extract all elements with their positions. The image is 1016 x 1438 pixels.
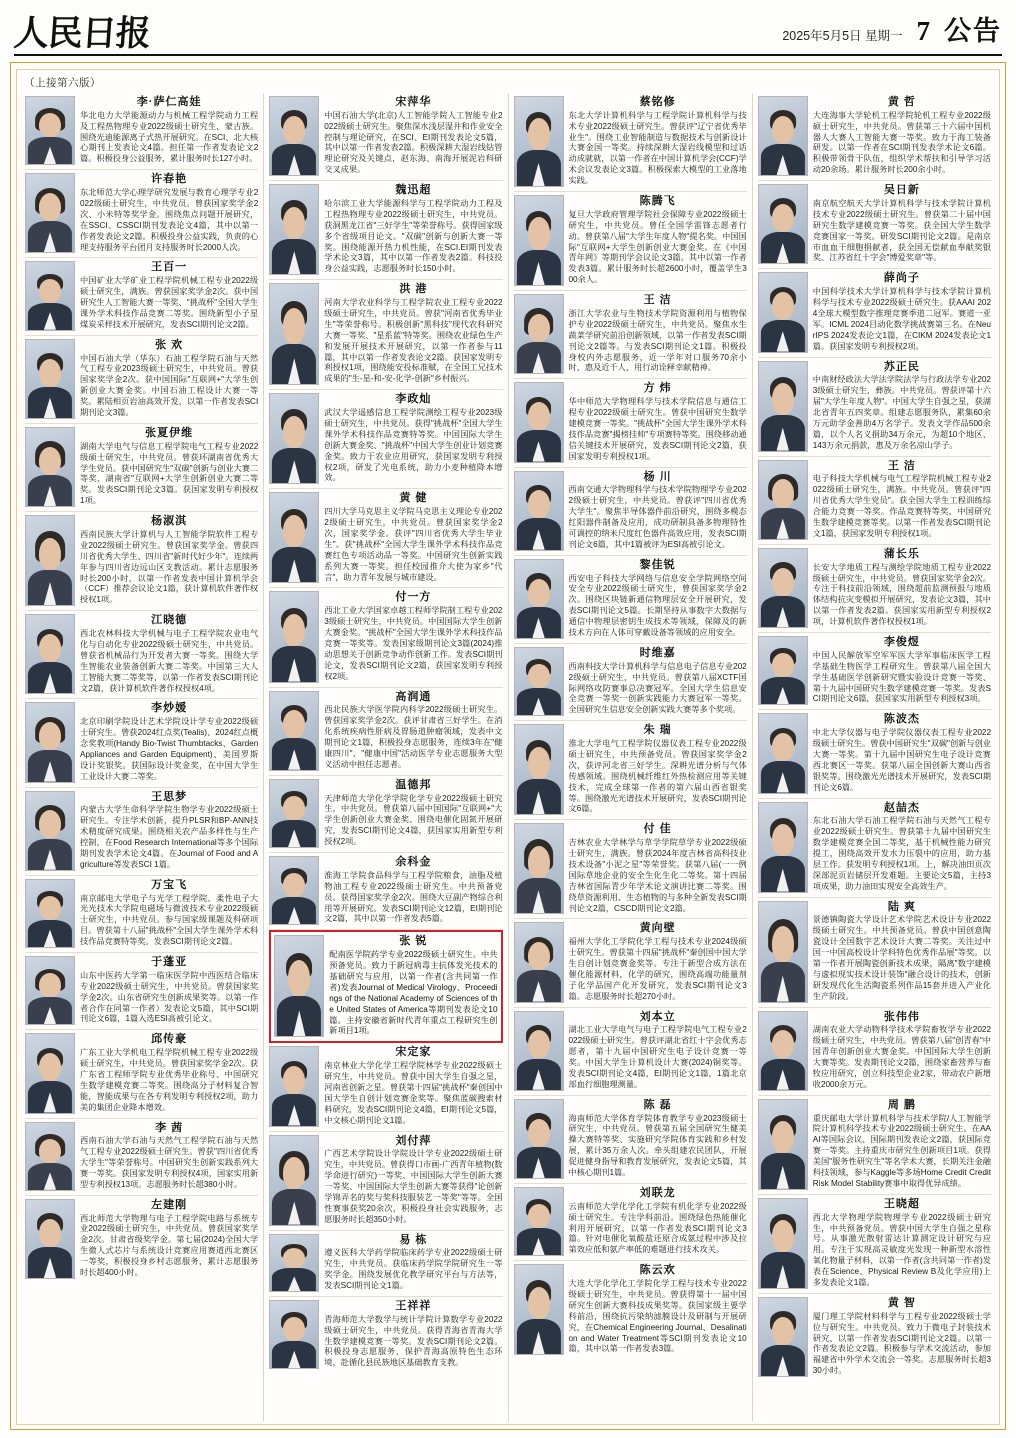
person-name: 黄向壁	[639, 922, 676, 935]
masthead-right	[782, 15, 1002, 46]
entry-text	[813, 361, 991, 452]
award-entry	[25, 1030, 258, 1118]
entry-text	[80, 879, 258, 948]
person-name: 薛尚子	[883, 272, 920, 285]
award-entry	[269, 853, 502, 930]
award-entry	[514, 468, 747, 556]
entry-text	[813, 460, 991, 540]
entry-text	[324, 393, 502, 484]
person-name: 刘联龙	[639, 1186, 676, 1199]
award-entry	[25, 699, 258, 787]
column	[264, 93, 508, 1421]
person-name: 时维嘉	[639, 646, 676, 659]
award-entry	[25, 170, 258, 258]
entry-text	[569, 1099, 747, 1179]
entry-text	[329, 935, 497, 1037]
person-bio: 遵义医科大学药学院临床药学专业2022级硕士研究生，中共党员。获临床药学院学院研究生一等奖学金。围绕发展优化教学研究平台与方法等，发表SCI期刊论文1篇。	[324, 1248, 503, 1291]
column	[509, 93, 753, 1421]
entry-text	[569, 823, 747, 914]
person-bio: 中南财经政法大学法学院法学与行政法学专业2023级硕士研究生，彝族。中共党员。曾获评第十六届"大学生年度人物"。中国大学生自强之星，获湖北省青年五四奖章。组建志愿服务队，累集60余万元助学金善助4万名学子。发表文学作品500余篇，以个人名义捐助34万余元，为超10个地区、143万余元捐款，惠及万余名凉山学子。	[812, 375, 991, 450]
entry-text	[813, 802, 991, 893]
award-entry	[25, 1196, 258, 1283]
entry-text	[569, 294, 747, 374]
award-entry	[25, 424, 258, 512]
person-name: 黄 健	[399, 492, 428, 505]
person-bio: 华中师范大学物理科学与技术学院信息与通信工程专业2022级硕士研究生。曾获中国研究生数学建模竞赛一等奖。"挑战杯"全国大学生课外学术科技作品竞赛"揭榜挂帅"专项赛特等奖。围绕移动通信关键技术开展研究，发表SCI期刊论文2篇，获国家发明专利授权1项。	[568, 397, 747, 461]
portrait-photo	[758, 901, 808, 1003]
award-entry	[25, 953, 258, 1030]
portrait-photo	[269, 1234, 319, 1292]
person-bio: 中国科学技术大学计算机科学与技术学院计算机科学与技术专业2022级硕士研究生。获AAAI 2024全球大模型数字推理竞赛季道二冠军。赛道一亚军。ICML 2024目动化数学挑战赛第三名。在NeurIPS 2024发表论文1篇，在CIKM 2024发表论文1篇。获国家发明专利授权2项。	[812, 287, 991, 351]
award-entry	[25, 93, 258, 170]
entry-text	[80, 339, 258, 419]
entry-text	[324, 1046, 502, 1126]
award-entry	[269, 688, 502, 776]
entry-text	[813, 1198, 991, 1289]
person-name: 蒲长乐	[883, 547, 920, 560]
entry-text	[80, 1122, 258, 1191]
person-name: 陈 磊	[643, 1098, 672, 1111]
person-bio: 中国矿业大学矿业工程学院机械工程专业2022级硕士研究生，满族。曾获国家奖学金2次。获中国研究生人工智能大赛一等奖、"挑战杯"全国大学生课外学术科技作品竞赛二等奖。围绕新型小子星煤炭采样技术开展研究，发表SCI期刊论文2篇。	[80, 276, 259, 329]
award-entry	[25, 512, 258, 611]
person-bio: 内蒙古大学生命科学学院生物学专业2022级硕士研究生。专注学术创新，提升PLSR和BP-ANN技术精度研究成果。围绕相关农产品多样性与生产控制，在Food Research International等多个国际期刊发表学术论文4篇。在Journal of Food and Agriculture等发表SCI 1篇。	[80, 805, 259, 869]
award-entry	[514, 556, 747, 644]
person-name: 万宝飞	[151, 878, 188, 891]
entry-text	[324, 591, 502, 682]
award-entry	[514, 919, 747, 1007]
portrait-photo	[758, 548, 808, 628]
portrait-photo	[514, 724, 564, 815]
portrait-photo	[25, 1033, 75, 1113]
entry-text	[813, 901, 991, 1003]
person-name: 陈云欢	[639, 1264, 676, 1277]
person-name: 付 佳	[643, 823, 672, 836]
entry-text	[324, 283, 502, 385]
person-name: 王晓超	[883, 1197, 920, 1210]
person-name: 魏迅超	[395, 184, 432, 197]
award-entry	[758, 181, 991, 269]
person-name: 宋定家	[395, 1046, 432, 1059]
entry-text	[813, 1297, 991, 1377]
award-entry	[514, 379, 747, 467]
person-bio: 配南医学院药学专业2022级硕士研究生。中共预备党员。致力于新冠病毒主抗体发光技术的基础研究与应用，以第一作者(含共同第一作者)发表Journal of Medical Virology、Proceedings of the National Academy of Sciences of the United States of America等期刊发表论文10篇。主持安徽省新时代青年重点工程研究生创新项目1项。	[329, 950, 498, 1036]
person-bio: 西北农林科技大学机械与电子工程学院农业电气化与自动化专业2022级硕士研究生，中共党员。曾获省机械品行为开发者大赛一等奖。围绕大学生智能农业装备创新大赛二等奖。中国第三大人工智能大赛二等奖等，以第一作者发表SCI期刊论文2篇，获计算机软件著作权授权4项。	[80, 628, 259, 693]
portrait-photo	[25, 1122, 75, 1191]
columns-container	[20, 93, 996, 1421]
newspaper-logo: 人民日报	[12, 14, 152, 53]
award-entry	[269, 1043, 502, 1131]
person-bio: 山东中医药大学第一临床医学院中西医结合临床专业2022级硕士研究生，中共党员。曾获国家奖学金2次。山东省研究生创新成果奖等。以第一作者合作在同第一作者）发表论文5篇，其中SCI期刊论文6篇，1篇入选ESI高被引论文。	[80, 970, 259, 1024]
person-name: 付一方	[395, 591, 432, 604]
person-name: 邱传豪	[151, 1033, 188, 1046]
entry-text	[80, 791, 258, 871]
person-name: 苏正民	[883, 360, 920, 373]
portrait-photo	[25, 96, 75, 165]
person-bio: 南京邮电大学电子与光学工程学院、柔性电子大光光技术大学院电磁场与微波技术专业2022级硕士研究生，中共党员。参与国家级课题及科研项目。曾获第十八届"挑战杯"全国大学生课外学术科技作品竞赛特等奖。发表SCI期刊论文2篇。	[80, 893, 259, 947]
entry-text	[813, 713, 991, 793]
portrait-photo	[758, 272, 808, 352]
portrait-photo	[25, 879, 75, 948]
portrait-photo	[514, 195, 564, 286]
person-name: 温德邦	[395, 778, 432, 791]
person-bio: 西南交通大学物理科学与技术学院物理学专业2022级硕士研究生，中共党员。曾获评"四川省优秀大学生"。聚焦半导体器件前沿研究，围绕多模态红阳器件制备及应用，成功研制具备多物理特性可调控的纳米尺度红色器件高效应用，发表SCI期刊论文6篇，其中1篇被评为ESI高被引论文。	[568, 485, 747, 549]
person-bio: 西南民族大学计算机与人工智能学院软件工程专业2022级硕士研究生。曾获国家奖学金。曾获四川省优秀大学生、四川省"新时代好少年"。连续两年参与四川省边远山区支教活动。累计志愿服务时长200小时，以第一作者发表中国计算机学会（CCF）推荐会议论文1篇，获计算机软件著作权授权1项。	[80, 529, 259, 605]
person-bio: 天津师范大学化学学院化学专业2022级硕士研究生，中共党员。曾获第八届中国国际"互联网+"大学生创新创业大赛金奖、围绕电催化固氮开展研究，发表SCI期刊论文4篇，获国家实用新型专利授权2项。	[324, 793, 503, 847]
entry-text	[324, 1300, 502, 1369]
award-entry	[758, 269, 991, 357]
award-entry	[514, 1008, 747, 1096]
masthead-divider	[14, 54, 1002, 56]
entry-text	[324, 492, 502, 583]
person-bio: 大连海事大学轮机工程学院轮机工程专业2022级硕士研究生，中共党员。曾获第三十六届中国机器人大赛人工智能大赛一等奖。致力于海工装备研发。以第一作者在SCI期刊发表学术论文6篇。积极带领骨干队伍，组织学术帮扶和引导学习活动20余场。累计服务时长200余小时。	[812, 110, 991, 175]
person-bio: 西北工业大学国家卓越工程师学院制工程专业2023级硕士研究生，中共党员。中国国际大学生创新大赛金奖。"挑战杯"全国大学生课外学术科技作品竞赛一等奖等。发表国家级期刊论文3篇(2024)推动思想关于创新竞争动作创新工作。发表SCI期刊论文，发表SCI期刊论文2篇，获国家发明专利授权2项。	[324, 606, 503, 681]
portrait-photo	[25, 515, 75, 606]
entry-text	[324, 1135, 502, 1226]
entry-text	[569, 647, 747, 716]
award-entry	[514, 820, 747, 919]
entry-text	[80, 702, 258, 782]
person-bio: 中国石油大学（华东）石油工程学院石油与天然气工程专业2023级硕士研究生，中共党员。曾获国家奖学金2次。获中国国际"互联网+"大学生创新创业大赛金奖。中国石油工程设计大赛一等奖。累陆相页岩油高效开发，以第一作者发表SCI期刊论文3篇。	[80, 353, 259, 418]
person-bio: 湖南大学电气与信息工程学院电气工程专业2022级硕士研究生，中共党员。曾获环湖南省优秀大学生党员。获中国研究生"双碳"创新与创业大赛二等奖、湖南省"互联网+大学生创新创业大赛二等奖。发表SCI期刊论文3篇。获国家发明专利授权1项。	[80, 441, 259, 506]
portrait-photo	[758, 460, 808, 540]
person-name: 许春艳	[151, 173, 188, 186]
award-entry	[25, 788, 258, 876]
award-entry	[514, 1096, 747, 1184]
award-entry	[269, 1231, 502, 1297]
person-name: 刘付萍	[395, 1134, 432, 1147]
portrait-photo	[758, 713, 808, 793]
portrait-photo	[25, 173, 75, 253]
entry-text	[324, 96, 502, 176]
entry-text	[80, 261, 258, 330]
person-bio: 厦门理工学院材料科学与工程专业2022级硕士学位与研究生。中共党员。致力于微电子封装技术研究，以第一作者发表SCI期刊论文2篇。以第一作者发表论文2篇。积极参与学术交流活动，参加福建省中外学术交流会一等奖。志愿服务时长超330小时。	[812, 1311, 991, 1376]
award-entry	[269, 390, 502, 489]
person-name: 蔡铭修	[639, 96, 676, 108]
person-name: 黄 智	[887, 1296, 916, 1309]
award-entry	[758, 799, 991, 898]
person-bio: 西安电子科技大学网络与信息安全学院网络空间安全专业2022级硕士研究生，曾获国家奖学金2次。围绕区块链新通信物理层安全开展研究，发表SCI期刊论文5篇。长期坚持从事数字大数据与通信中物理层密钥生成技术等领域，保障及的新技术方向在人体可穿戴设备等领域的应用安全。	[568, 573, 747, 638]
award-entry	[269, 776, 502, 853]
award-entry	[269, 181, 502, 280]
portrait-photo	[269, 492, 319, 583]
entry-text	[80, 173, 258, 253]
portrait-photo	[758, 1198, 808, 1289]
person-name: 张夏伊维	[145, 426, 194, 439]
award-entry	[758, 358, 991, 457]
entry-text	[80, 427, 258, 507]
person-name: 江晓德	[151, 614, 188, 627]
portrait-photo	[758, 636, 808, 705]
person-bio: 西南石油大学石油与天然气工程学院石油与天然气工程专业2022级硕士研究生。曾获"四川省优秀大学生"等荣誉称号。中国研究生创新实践系列大赛一等奖。获国家发明专利授权4项，国家实用新型专利授权13项。志愿服务时长超380小时。	[80, 1136, 259, 1189]
portrait-photo	[514, 1264, 564, 1355]
person-bio: 华北电力大学能源动力与机械工程学院动力工程及工程热物理专业2022级硕士研究生，蒙古族。围绕光迪能源离子式热开展研究。在SCI、北大核心期刊上发表论文4篇。担任第一作者发表论文2篇。积极投身公益服务，累计服务时长127小时。	[80, 110, 259, 164]
person-bio: 西北师范大学物理与电子工程学院电路与系统专业2022级硕士研究生，中共党员。曾获国家奖学金2次。甘肃省级奖学金。第七届(2024)全国大学生微人式芯片与系统设计竞赛应用赛道西北赛区一等奖，积极投身乡村志愿服务，累计志愿服务时长超400小时。	[80, 1213, 259, 1278]
person-name: 陈腾飞	[639, 195, 676, 208]
portrait-photo	[514, 1099, 564, 1179]
person-name: 李·萨仁高娃	[136, 96, 202, 108]
award-entry	[758, 93, 991, 181]
entry-text	[813, 184, 991, 264]
portrait-photo	[269, 591, 319, 682]
portrait-photo	[758, 1297, 808, 1377]
award-entry	[25, 611, 258, 699]
person-name: 左建刚	[151, 1198, 188, 1211]
award-entry	[758, 545, 991, 633]
masthead	[0, 0, 1016, 58]
award-entry	[25, 258, 258, 335]
portrait-photo	[269, 1135, 319, 1226]
portrait-photo	[269, 1046, 319, 1126]
person-bio: 吉林农业大学林学与草学学院草学专业2022级硕士研究生，满族。曾获2024年度吉林省高科技业技术设备"小泥之星"等荣誉奖。获第八届(一一例国际草地企业的安全生化生化二等奖。第十四届吉林省国际青少年学术论文演讲比赛二等奖。围绕草资源利用、生态植物的与多种全新发表SCI期刊论文2篇，CSCD期刊论文2篇。	[568, 838, 747, 913]
person-name: 宋萍华	[395, 96, 432, 108]
entry-text	[569, 471, 747, 551]
entry-text	[813, 96, 991, 176]
entry-text	[324, 779, 502, 848]
person-bio: 北京印刷学院设计艺术学院设计学专业2022级硕士研究生。曾获2024红点奖(Tealis)、2024红点概念奖教项(Handy Bio-Twist Thumbtacks、Garden Appliances and Garden Equipment)、美国罗斯设计奖银奖。获国际设计奖金奖，在中国大学生工业设计大赛二等奖。	[80, 717, 259, 781]
award-entry	[758, 633, 991, 710]
portrait-photo	[269, 283, 319, 385]
person-name: 王百一	[151, 261, 188, 274]
person-name: 刘本立	[639, 1010, 676, 1023]
portrait-photo	[25, 1199, 75, 1279]
portrait-photo	[25, 702, 75, 782]
person-name: 易 栋	[399, 1233, 428, 1246]
entry-text	[80, 614, 258, 694]
person-name: 洪 港	[399, 283, 428, 296]
person-name: 王祥祥	[395, 1299, 432, 1312]
portrait-photo	[269, 856, 319, 925]
entry-text	[569, 724, 747, 815]
portrait-photo	[269, 184, 319, 275]
person-name: 陆 爽	[887, 900, 916, 913]
entry-text	[324, 184, 502, 275]
person-bio: 东北石油大学石油工程学院石油与天然气工程专业2022级硕士研究生。曾获第十九届中国研究生数学建模竞赛全国二等奖，基于机械性能力研究提工，围绕高效开发水力压裂中的应用，助力基层工作。获发明专利授权1项。上，解决油田页次深部泥页岩储层开发难题。主要论文5篇，主持3项成果，助力油田实现安全高效生产。	[812, 816, 991, 891]
portrait-photo	[514, 294, 564, 374]
person-bio: 复旦大学政府管理学院社会保障专业2022级硕士研究生，中共党员。曾任全国学雷锋志愿者行动。曾获第八届"大学生年度人物"提名奖。中国国际"互联网+大学生创新创业大赛金奖。在《中国青年网》等期刊学会议论文3篇。其中以第一作者发表3篇。累计服务时长超2600小时，覆盖学生300余人。	[568, 209, 747, 285]
portrait-photo	[25, 261, 75, 330]
entry-text	[80, 515, 258, 606]
entry-text	[569, 559, 747, 639]
person-bio: 湖北工业大学电气与电子工程学院电气工程专业2022级硕士研究生。曾获评湖北省红十字会优秀志愿者，第十九届中国研究生电子设计竞赛一等奖。中国大学生计算机设计大赛(2024)铜奖等。发表SCI期刊论文4篇，EI期刊论文1篇，1篇北京部血行细胞理测量。	[568, 1025, 747, 1089]
person-name: 王思梦	[151, 790, 188, 803]
person-bio: 浙江大学农业与生物技术学院资源利用与植物保护专业2022级硕士研究生，中共党员。聚焦水生蔬菜学研究前沿创新领域，以第一作者发表SCI期刊论文2篇等。与发表SCI期刊论文1篇。积极投身校内外志愿服务，近一学年对口服务70余小时，惠及近千人，用行动诠释幸献精神。	[568, 308, 747, 373]
entry-text	[569, 1187, 747, 1256]
portrait-photo	[758, 1099, 808, 1190]
portrait-photo	[269, 779, 319, 848]
entry-text	[813, 548, 991, 628]
entry-text	[813, 1099, 991, 1190]
award-entry	[758, 710, 991, 798]
person-name: 赵喆杰	[883, 801, 920, 814]
person-name: 余科金	[395, 856, 432, 869]
content-frame-inner	[16, 69, 1000, 1425]
award-entry	[269, 280, 502, 390]
person-name: 杨淑淇	[151, 515, 188, 528]
portrait-photo	[514, 1187, 564, 1256]
person-bio: 长安大学地质工程与测绘学院地质工程专业2022级硕士研究生，中共党员。曾获国家奖学金2次。专注于科技前沿领域，围绕超前监测预报与地质体结构抗灾变模拟开展研究，发表论文3篇，其中以第一作者发表2篇。获国家实用新型专利授权2项，计算机软件著作权授权1项。	[812, 562, 991, 627]
person-bio: 中北大学仪器与电子学院仪器仪表工程专业2022级硕士研究生。曾获中国研究生"双碳"创新与创业大赛一等奖。第十九届中国研究生电子设计竞赛西北赛区一等奖。获第八届全国创新大赛山西省银奖等。围绕激光光谱技术开展研究，发表SCI期刊论文6篇。	[812, 728, 991, 792]
entry-text	[80, 956, 258, 1025]
person-name: 周 鹏	[887, 1098, 916, 1111]
portrait-photo	[25, 791, 75, 871]
person-name: 于蓬亚	[151, 956, 188, 969]
portrait-photo	[758, 96, 808, 176]
portrait-photo	[269, 393, 319, 484]
entry-text	[80, 96, 258, 165]
award-entry	[758, 1294, 991, 1381]
award-entry	[514, 1184, 747, 1261]
portrait-photo	[514, 382, 564, 462]
entry-text	[813, 272, 991, 352]
award-entry	[269, 1297, 502, 1373]
portrait-photo	[269, 96, 319, 176]
person-bio: 中国石油大学(北京)人工智能学院人工智能专业2022级硕士研究生。聚焦深水浅层湿井和作业安全控制与理论研究，在SCI、EI期刊发表论文5篇，其中以第一作者发表2篇。积极深耕大湿岩线钻管理论研究及关键点，赵东海、南海开展泥岩科研交叉成果。	[324, 110, 503, 175]
person-name: 张 欢	[155, 338, 184, 351]
portrait-photo	[758, 802, 808, 893]
award-entry	[758, 1195, 991, 1294]
entry-text	[324, 1234, 502, 1292]
portrait-photo	[514, 559, 564, 639]
entry-text	[569, 195, 747, 286]
entry-text	[569, 96, 747, 187]
person-bio: 哈尔滨工业大学能源科学与工程学院动力工程及工程热物理专业2022级硕士研究生，中共党员。获洞黑龙江省"三好学生"等荣誉称号。获得国家级多个省级项目论文。"双碳"创新与创新大赛一等奖。围绕能源开热力机性能，在SCI.EI期刊发表学术论文3篇，其中以第一作者发表2篇。科技投身公益实践，志愿服务时长150小时。	[324, 198, 503, 274]
person-bio: 湖南农业大学动物科学技术学院畜牧学专业2022级硕士研究生，中共党员。曾获第八届"创青春"中国青年创新创业大赛金奖。中国国际大学生创新大赛等奖。发表期刊论文2篇，围绕家畜营养与畜牧应用研究，创立科技型企业2家，带动农户新增收2000余万元。	[812, 1025, 991, 1089]
award-entry	[514, 644, 747, 721]
person-bio: 南京航空航天大学计算机科学与技术学院计算机技术专业2022级硕士研究生。曾获第二十届中国研究生数学建模竞赛一等奖。获全国大学生数学竞赛国家一等奖。研发SCI期刊论文2篇。是南京市血血干细胞捐献者，获全国无偿献血奉献奖银奖、江苏省红十字会"博爱奖章"等。	[812, 198, 991, 263]
entry-text	[569, 1011, 747, 1091]
person-name: 王 洁	[643, 294, 672, 307]
person-name: 张 锐	[399, 935, 428, 948]
person-name: 李 茜	[155, 1121, 184, 1134]
person-bio: 海南师范大学体育学院体育教学专业2023级硕士研究生，中共党员。曾获第五届全国研究生健美操大赛特等奖、实施研究学院体育实践和乡村发展，累计35万余人次。牵头组建农民团队，开展促进健身指导和教育发展研究，发表论文5篇，其中核心期刊1篇。	[568, 1113, 747, 1178]
portrait-photo	[514, 1011, 564, 1091]
page-number: 7	[916, 15, 930, 46]
award-entry	[514, 721, 747, 820]
person-name: 张伟伟	[883, 1010, 920, 1023]
entry-text	[813, 1011, 991, 1091]
portrait-photo	[25, 614, 75, 694]
entry-text	[813, 636, 991, 705]
award-entry	[758, 898, 991, 1008]
portrait-photo	[25, 956, 75, 1025]
person-bio: 西北民族大学医学院内科学2022级硕士研究生。曾获国家奖学金2次。获评甘肃省三好学生。在消化系统疾病性肝病及胃肠道肿瘤领域，发表中文期刊论文1篇，积极投身志愿服务，连续3年在"健康四川"、"健康中国"活动医学专业志愿服务大型义活动中担任志愿者。	[324, 705, 503, 769]
portrait-photo	[25, 427, 75, 507]
column	[20, 93, 264, 1421]
portrait-photo	[514, 471, 564, 551]
award-entry	[514, 1261, 747, 1359]
person-bio: 景德镇陶瓷大学设计艺术学院艺术设计专业2022级硕士研究生。中共预备党员。曾获中国创意陶瓷设计全国数字艺术设计大赛二等奖。关注过中国一中国高校设计学科特色优秀作品展"等奖。以第一作者开展陶瓷创新技术成果，隔离"数字建模与虚拟现实技术设计装饰"融合设计的技术，创新研发现代化生活陶瓷系列作品15套并进入产业化生产阶段。	[812, 915, 991, 1001]
person-name: 方 炜	[643, 382, 672, 395]
person-bio: 武汉大学遥感信息工程学院测绘工程专业2023级硕士研究生，中共党员。获得"挑战杯"全国大学生课外学术科技作品竞赛特等奖。中国国际大学生创新大赛金奖、"挑战杯"中国大学生创业计划竞赛金奖。致力于农业应用研究，获国家发明专利授权2项，研发了光电系统，助力小麦种植降本增效。	[324, 408, 503, 483]
person-bio: 东北师范大学心理学研究发展与教育心理学专业2022级硕士研究生，中共党员。曾获国家奖学金2次、小米特等奖学金。围绕焦点问题开展研究，在SSCI、CSSCI期刊发表论文4篇，其中以第一作者发表论文2篇。积极投身公益实践，负责的心理支持服务平台团月支持服务时长2000人次。	[80, 188, 259, 252]
portrait-photo	[514, 823, 564, 914]
person-bio: 大连大学化学化工学院化学工程与技术专业2022级硕士研究生，中共党员。曾获得第十一届中国研究生创新大赛科技成果奖等。获国家级主要学科前沿，围绕抗污染纳滤膜设计及研制与开展研究，在Chemical Engineering Journal、Desalination and Water Treatment等SCI期刊发表论文10篇，其中以第一作者发表3篇。	[568, 1279, 747, 1354]
portrait-photo	[25, 339, 75, 419]
person-bio: 青海师范大学数学与统计学院计算数学专业2022级硕士研究生，中共党员。获得青海省青海大学生数学建模竞赛一等奖。发表SCI期刊论文2篇。积极投身志愿服务，保护青海高原特色生态环境，赴循化县民族地区基础教育支教。	[324, 1314, 503, 1368]
person-bio: 东北大学计算机科学与工程学院计算机科学与技术专业2022级硕士研究生。曾获评"辽宁省优秀毕业生"。围绕工业智能制造与数据技术与创新设计大赛金国一等奖。持续深耕大湿岩线模型和过话动成就就，以第一作者在中国计算机学会(CCF)学术会议发表论文3篇。积极探索大模型的工业落地实践。	[568, 110, 747, 186]
entry-text	[324, 856, 502, 925]
person-name: 李政灿	[395, 393, 432, 406]
person-bio: 淮海工学院食品科学与工程学院粮食，油脂及植物油工程专业2022级硕士研究生。中共预备党员。获得国家奖学金2次。围绕大豆副产物综合利用等开展研究。发表SCI期刊论文12篇，EI期刊论文2篇，其中以第一作者发表5篇。	[324, 870, 503, 924]
award-entry	[758, 457, 991, 545]
portrait-photo	[269, 1300, 319, 1369]
portrait-photo	[758, 1011, 808, 1091]
award-entry	[514, 93, 747, 192]
person-bio: 广西艺术学院设计学院设计学专业2022级硕士研究生，中共党员。曾获得口市画-广西青年植物(数学命进行研究)一等奖、中国国际大学生创新大赛一等奖、中国国际大学生创新大赛等获得"论创新学锦弄名的奖与奖科技服装艺一等奖"等等。全国性赛事获奖20余次，积极投身社会实践服务，志愿服务时长超350小时。	[324, 1149, 503, 1224]
award-entry	[269, 489, 502, 588]
content-frame	[10, 62, 1006, 1430]
person-bio: 西南科技大学计算机科学与信息电子信息专业2022级硕士研究生，中共党员。曾获第八届XCTF国际网络攻防赛事总决赛冠军。全国大学生信息安全竞赛一等奖一创新实践能力大赛冠军一等奖。全国研究生信息安全创新实践大赛等多个奖项。	[568, 661, 747, 715]
entry-text	[80, 1199, 258, 1279]
entry-text	[569, 382, 747, 462]
award-entry	[25, 336, 258, 424]
person-bio: 西北大学物理学院物理学专业2022级硕士研究生，中共预备党员。曾获中国大学生自强之星称号。从事激光散射雷达计算测定设计研究与应用。专注于实现高灵敏度光发现一种新型水溶性氧化物量子材料，以第一作者(含共同第一作者)发表在Science、Physical Review B及化学应用)上多发表论文1篇。	[812, 1212, 991, 1288]
award-entry	[25, 876, 258, 953]
award-entry	[269, 1132, 502, 1231]
person-name: 黎佳锐	[639, 558, 676, 571]
person-name: 王 洁	[887, 459, 916, 472]
portrait-photo	[269, 691, 319, 771]
award-entry	[514, 291, 747, 379]
publication-date: 2025年5月5日 星期一	[782, 28, 903, 43]
person-bio: 重庆邮电大学计算机科学与技术学院/人工智能学院计算机科学技术专业2022级硕士研究生。在AAAI等国际会议、国际期刊发表论文2篇，获国际竞赛一等奖。主持重庆市研究生创新项目1项。获得美国"服务性研究生"等名学术大赛，长期关注金融科技领域，参与Kaggle等多场Home Credit Credit Risk Model Stability赛事中取得优异成绩。	[812, 1113, 991, 1188]
person-name: 陈波杰	[883, 713, 920, 726]
person-name: 李炒媛	[151, 702, 188, 715]
portrait-photo	[758, 361, 808, 452]
award-entry	[25, 1119, 258, 1196]
award-entry	[758, 1096, 991, 1195]
person-name: 李俊煜	[883, 636, 920, 649]
award-entry	[758, 1008, 991, 1096]
portrait-photo	[514, 96, 564, 187]
person-bio: 淮北大学电气工程学院仪器仪表工程专业2022级硕士研究生，中共预备党员。曾获国家奖学金2次，获评河北省三好学生。深耕光谱分析与气体传感领域。围绕机械纤维红外热检测应用等关键技术，完成全球第一作者的第六届山西省银奖等。围绕激光光谱技术开展研究，发表SCI期刊论文6篇。	[568, 738, 747, 814]
entry-text	[569, 1264, 747, 1355]
person-bio: 电子科技大学机械与电气工程学院机械工程专业2022级硕士研究生，满族。中共党员。曾获评"四川省优秀大学生党员"。获全国大学生工程训练综合能力竞赛一等奖。作品竞赛特等奖，中国研究生数学建模竞赛等奖。以第一作者发表SCI期刊论文1篇，获国家发明专利授权1项。	[812, 474, 991, 538]
person-bio: 河南大学农业科学与工程学院农业工程专业2022级硕士研究生，中共党员。曾获"河南省优秀毕业生"等荣誉称号。积极创新"黑科技"现代农科研究大赛一等奖、"星系蓝"特等奖。围绕农业绿色生产和发展开展技术开展研究，以第一作者参与11篇，其中以第一作者发表论文2篇。获国家发明专利授权1项，围绕能安投标准赋，在全国工兄技术成果的"生-星-和-安-化学-创新"乡村振兴。	[324, 298, 503, 384]
entry-text	[324, 691, 502, 771]
portrait-photo	[758, 184, 808, 264]
person-bio: 南京林业大学化学工程学院林学专业2022级硕士研究生，中共党员。曾获中国大学生自强之星，河南省创新之星。曾获第十四届"挑战杯"秦创国中国大学生自创计划竞赛金奖等。聚焦蓝碳搜索材料研究，发表SCI期刊论文4篇，EI期刊论文5篇，中文核心期刊论文1篇。	[324, 1061, 503, 1125]
award-entry-highlighted	[269, 930, 502, 1043]
entry-text	[569, 922, 747, 1002]
section-title: 公告	[944, 15, 1002, 46]
column	[753, 93, 996, 1421]
portrait-photo	[514, 922, 564, 1002]
person-bio: 广东工业大学机电工程学院机械工程专业2022级硕士研究生，中共党员。曾获国家奖学金2次。获广东省工程师学院专业优秀毕业称号、中国研究生数学建模竞赛二等奖。围绕高分子材料复合智能，智能成果与在各专利发明专利授权2项，助力美的集团企业降本增效。	[80, 1048, 259, 1112]
person-name: 杨 川	[643, 470, 672, 483]
person-name: 吴日新	[883, 184, 920, 197]
person-bio: 四川大学马克思主义学院马克思主义理论专业2022级硕士研究生，中共党员。曾获国家奖学金2次，国家奖学金。获评"四川省优秀大学生毕业生"。获"挑战杯"全国大学生课外学术科技作品竞赛红色专项活动品一等奖。中国研究生创新实践系列大赛一等奖。担任校园推介大使为家乡"代言"，助力青年发展与城市建设。	[324, 507, 503, 582]
person-bio: 中国人民解放军空军军医大学军事临床医学工程学基础生物医学工程研究生。曾获第八届全国大学生基础医学创新研究暨实验设计竞赛一等奖、第十九届中国研究生数学建模竞赛一等奖。发表SCI期刊论文6篇，获国家实用新型专利授权3项。	[812, 650, 991, 704]
award-entry	[269, 588, 502, 687]
award-entry	[269, 93, 502, 181]
portrait-photo	[514, 647, 564, 716]
person-name: 朱 瑞	[643, 724, 672, 737]
person-name: 高润通	[395, 690, 432, 703]
person-bio: 云南师范大学化学化工学院有机化学专业2022级硕士研究生。专注学科前沿。围绕绿色热能催化利用开展研究，以第一作者发表SCI期刊论文3篇。针对电催化氧酸盐还原合成氨过程中涉及拉第效应低和氨产率低的难题进行技术攻关。	[568, 1201, 747, 1255]
portrait-photo	[274, 935, 324, 1037]
person-bio: 福州大学化工学院化学工程与技术专业2024级硕士研究生。曾获第十四届"挑战杯"秦创国中国大学生自创计划竞赛金奖等。专注于新型合成方法在催化能源材料，化学的研究，围绕高端功能量剂子化学品国产化开发研究，发表SCI期刊论文3篇。志愿服务时长超270小时。	[568, 937, 747, 1001]
entry-text	[80, 1033, 258, 1113]
continued-from-note: （上接第六版）	[24, 77, 101, 89]
award-entry	[514, 192, 747, 291]
person-name: 黄 哲	[887, 96, 916, 108]
